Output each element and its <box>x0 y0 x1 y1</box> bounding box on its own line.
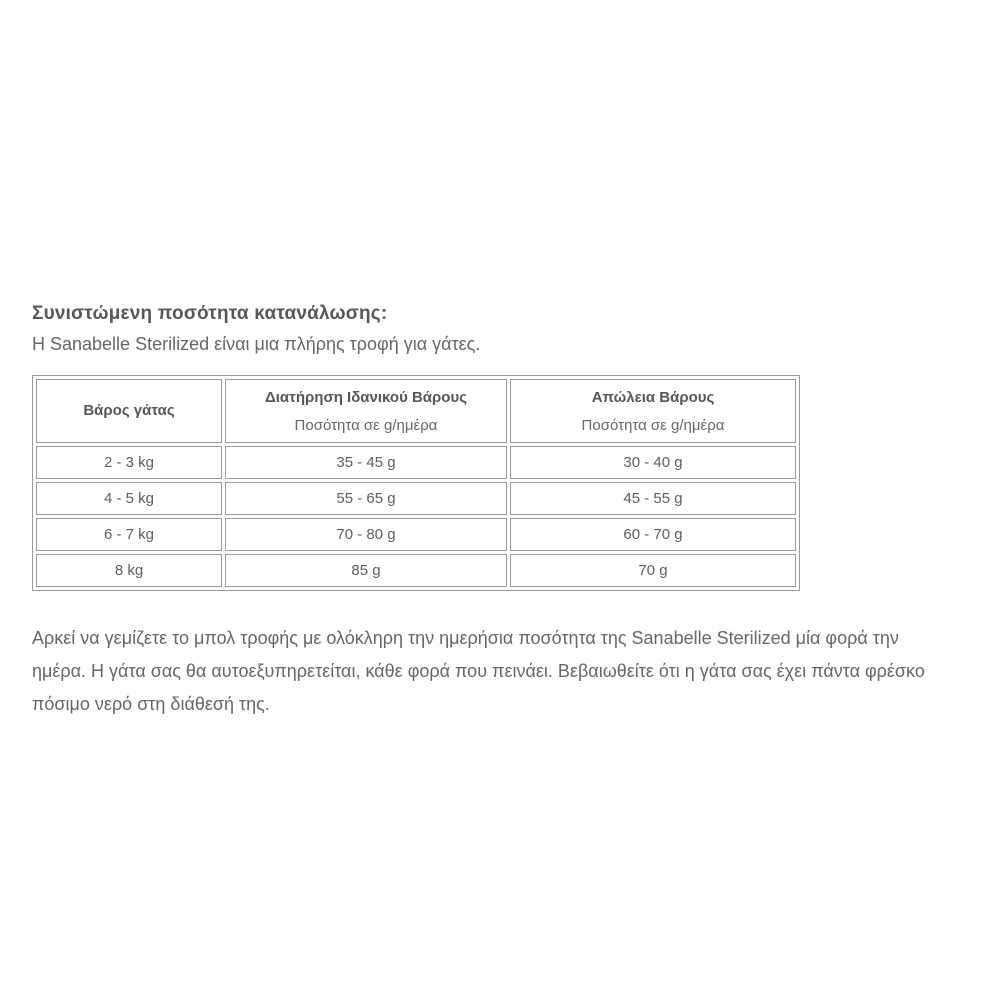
section-heading: Συνιστώμενη ποσότητα κατανάλωσης: <box>32 303 388 324</box>
table-row <box>36 482 796 515</box>
cell-maintain-amount: 55 - 65 g <box>225 482 507 515</box>
cell-loss-amount: 45 - 55 g <box>510 482 796 515</box>
column-header-weight-loss <box>510 379 796 443</box>
table-row <box>36 446 796 479</box>
cell-cat-weight: 8 kg <box>36 554 222 587</box>
column-subtitle: Ποσότητα σε g/ημέρα <box>294 416 438 434</box>
column-title: Βάρος γάτας <box>83 402 175 419</box>
cell-maintain-amount: 70 - 80 g <box>225 518 507 551</box>
cell-loss-amount: 70 g <box>510 554 796 587</box>
cell-cat-weight: 4 - 5 kg <box>36 482 222 515</box>
cell-loss-amount: 30 - 40 g <box>510 446 796 479</box>
column-title: Διατήρηση Ιδανικού Βάρους <box>264 388 467 406</box>
table-row <box>36 554 796 587</box>
column-header-maintain-ideal-weight <box>225 379 507 443</box>
outro-text: Αρκεί να γεμίζετε το μπολ τροφής με ολόκληρη την ημερήσια ποσότητα της Sanabelle Sterilized μία φορά την ημέρα. Η γάτα σας θα αυτοεξυπηρετείται, κάθε φορά που πεινάει. Βεβαιωθείτε ότι η γάτα σας έχει πάντα φρέσκο πόσιμο νερό στη διάθεσή της. <box>32 628 925 714</box>
cell-maintain-amount: 35 - 45 g <box>225 446 507 479</box>
intro-text: Η Sanabelle Sterilized είναι μια πλήρης τροφή για γάτες. <box>32 334 481 354</box>
feeding-table <box>32 375 800 591</box>
cell-loss-amount: 60 - 70 g <box>510 518 796 551</box>
cell-maintain-amount: 85 g <box>225 554 507 587</box>
column-subtitle: Ποσότητα σε g/ημέρα <box>581 416 725 434</box>
cell-cat-weight: 6 - 7 kg <box>36 518 222 551</box>
column-title: Απώλεια Βάρους <box>591 388 715 406</box>
table-header-row <box>36 379 796 443</box>
table-row <box>36 518 796 551</box>
cell-cat-weight: 2 - 3 kg <box>36 446 222 479</box>
column-header-cat-weight <box>36 379 222 443</box>
